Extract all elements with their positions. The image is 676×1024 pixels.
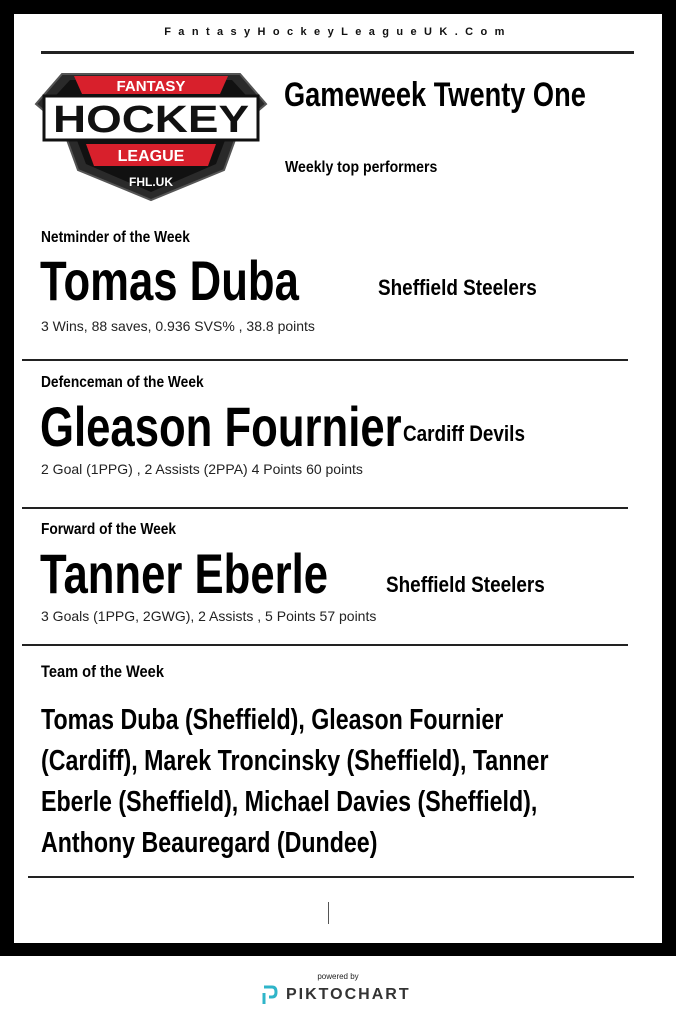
forward-team: Sheffield Steelers [386, 572, 545, 597]
piktochart-brand[interactable] [262, 984, 411, 1006]
team-line-2: (Cardiff), Marek Troncinsky (Sheffield), Tanner [41, 745, 549, 777]
infographic-page [14, 14, 662, 943]
netminder-name: Tomas Duba [40, 249, 299, 312]
footer [0, 956, 676, 1024]
netminder-heading: Netminder of the Week [41, 229, 190, 246]
defenceman-name: Gleason Fournier [40, 395, 402, 458]
piktochart-logo-icon [262, 985, 278, 1005]
text-cursor [328, 902, 329, 924]
page-title: Gameweek Twenty One [284, 76, 586, 114]
forward-heading: Forward of the Week [41, 521, 177, 538]
defenceman-stats: 2 Goal (1PPG) , 2 Assists (2PPA) 4 Points 60 points [41, 461, 363, 477]
page-subtitle: Weekly top performers [285, 159, 438, 176]
logo-fhl-text: FHL.UK [129, 175, 173, 189]
piktochart-wordmark: PIKTOCHART [286, 986, 411, 1003]
defenceman-heading: Defenceman of the Week [41, 374, 204, 391]
forward-name: Tanner Eberle [40, 542, 329, 605]
logo-league-text: LEAGUE [117, 148, 185, 165]
defenceman-team: Cardiff Devils [403, 421, 525, 446]
forward-stats: 3 Goals (1PPG, 2GWG), 2 Assists , 5 Points 57 points [41, 608, 377, 624]
netminder-divider [22, 359, 628, 361]
forward-divider [22, 644, 628, 646]
team-line-1: Tomas Duba (Sheffield), Gleason Fournier [41, 704, 504, 736]
defenceman-divider [22, 507, 628, 509]
logo-hockey-text: HOCKEY [53, 99, 249, 141]
fhl-logo [34, 66, 268, 202]
site-url[interactable]: FantasyHockeyLeagueUK.Com [164, 26, 512, 38]
team-of-week-heading: Team of the Week [41, 662, 164, 681]
bottom-rule [28, 876, 634, 878]
top-rule [41, 51, 634, 54]
team-line-3: Eberle (Sheffield), Michael Davies (Sheffield), [41, 786, 538, 818]
powered-by-label: powered by [317, 972, 359, 981]
netminder-stats: 3 Wins, 88 saves, 0.936 SVS% , 38.8 points [41, 318, 315, 334]
team-line-4: Anthony Beauregard (Dundee) [41, 827, 378, 859]
netminder-team: Sheffield Steelers [378, 275, 537, 300]
logo-fantasy-text: FANTASY [116, 78, 186, 95]
